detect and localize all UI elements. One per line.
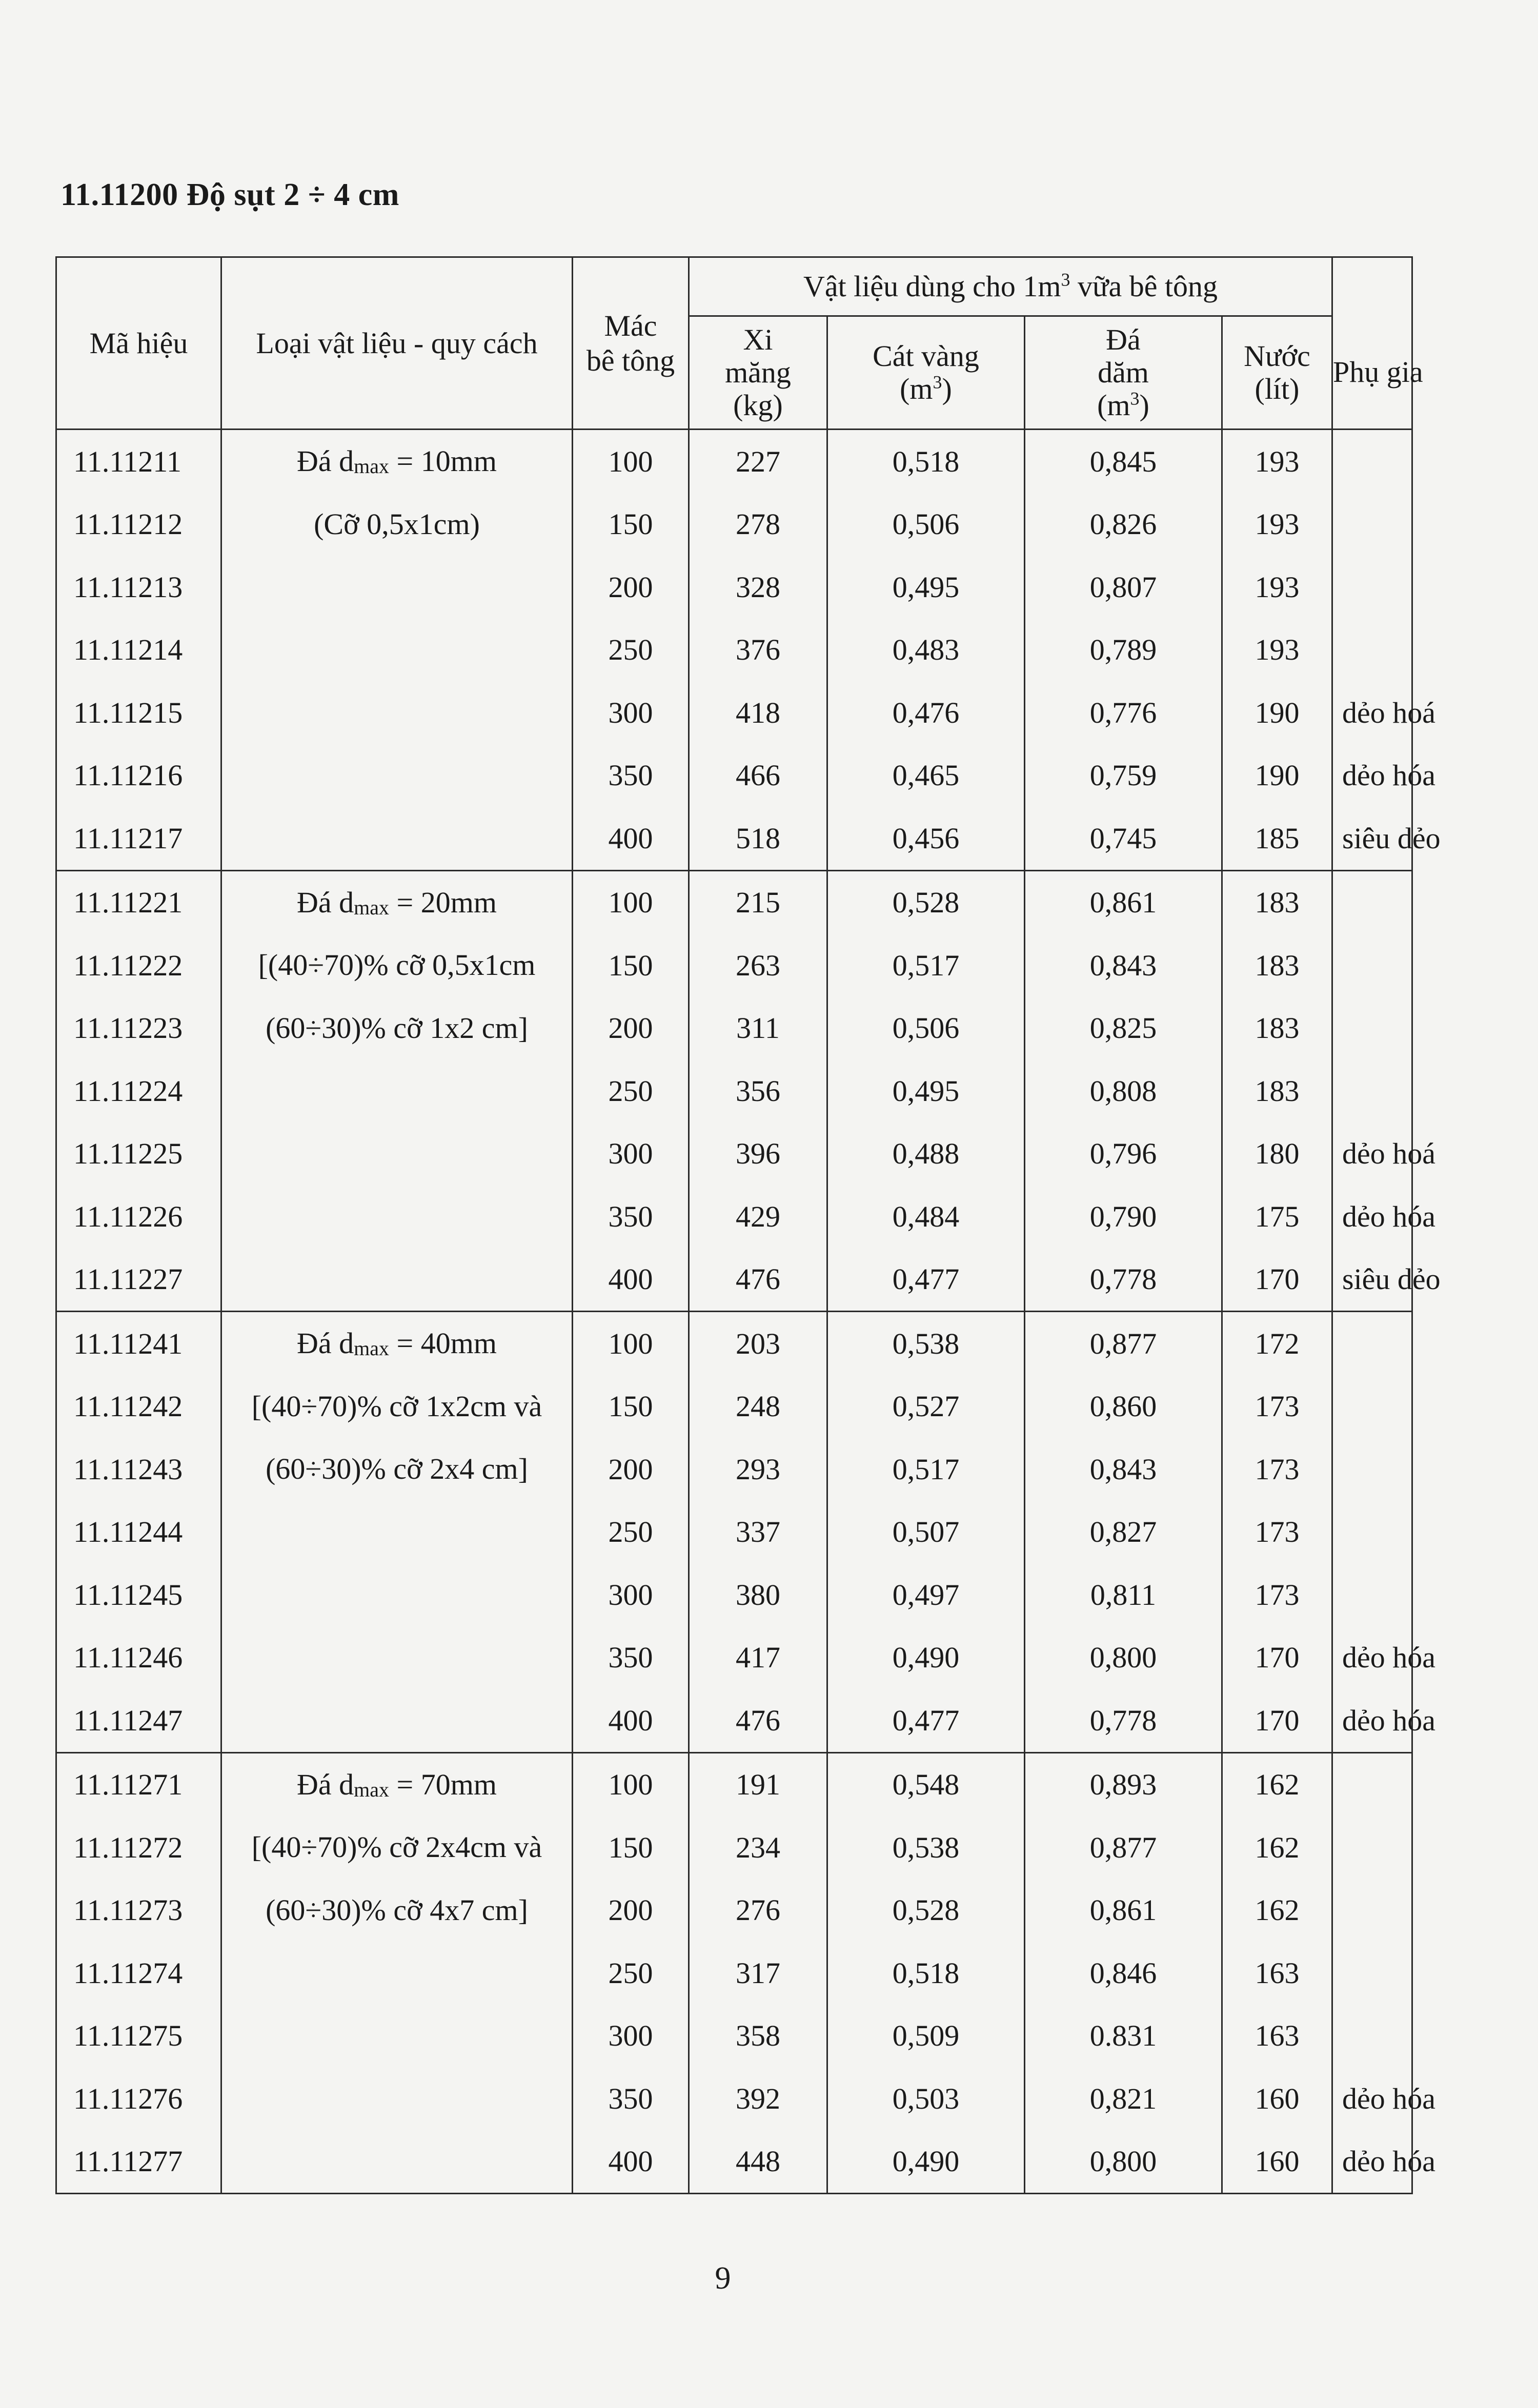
cell-code: 11.11274 <box>56 1942 221 2005</box>
cell-cement: 417 <box>689 1626 827 1689</box>
cell-stone: 0,843 <box>1025 934 1222 997</box>
cell-stone: 0,789 <box>1025 619 1222 682</box>
cell-code: 11.11272 <box>56 1816 221 1879</box>
cell-material-desc <box>221 1312 573 1753</box>
cell-stone: 0,825 <box>1025 997 1222 1060</box>
cell-admix: dẻo hoá <box>1332 1123 1412 1186</box>
cell-grade: 250 <box>573 1059 689 1123</box>
cell-code: 11.11246 <box>56 1626 221 1689</box>
group-sup: 3 <box>1061 269 1070 290</box>
table-row <box>56 1312 1412 1375</box>
cell-admix <box>1332 1312 1412 1375</box>
cell-cement: 311 <box>689 997 827 1060</box>
header-water-l1: Nước <box>1244 339 1310 373</box>
cell-grade: 150 <box>573 493 689 556</box>
cell-admix: dẻo hóa <box>1332 1626 1412 1689</box>
cell-water: 193 <box>1222 619 1332 682</box>
cell-code: 11.11277 <box>56 2130 221 2194</box>
cell-stone: 0,778 <box>1025 1248 1222 1312</box>
cell-cement: 215 <box>689 870 827 934</box>
header-water-l2: (lít) <box>1254 372 1300 405</box>
cell-grade: 150 <box>573 1816 689 1879</box>
cell-code: 11.11223 <box>56 997 221 1060</box>
cell-grade: 250 <box>573 1501 689 1564</box>
cell-code: 11.11227 <box>56 1248 221 1312</box>
table-row <box>56 1752 1412 1816</box>
desc-main: Đá d <box>297 885 354 919</box>
cell-cement: 278 <box>689 493 827 556</box>
cell-code: 11.11215 <box>56 681 221 744</box>
table-row <box>56 870 1412 934</box>
cell-grade: 200 <box>573 556 689 619</box>
cell-sand: 0,518 <box>827 430 1025 493</box>
cell-stone: 0,800 <box>1025 1626 1222 1689</box>
cell-code: 11.11247 <box>56 1689 221 1752</box>
cell-sand: 0,538 <box>827 1312 1025 1375</box>
cell-code: 11.11273 <box>56 1879 221 1942</box>
header-sand-l1: Cát vàng <box>873 339 979 373</box>
group-text: Vật liệu dùng cho 1m <box>803 270 1061 303</box>
stone-unit-close: ) <box>1139 389 1149 422</box>
cell-admix <box>1332 2005 1412 2068</box>
cell-grade: 250 <box>573 1942 689 2005</box>
cell-sand: 0,517 <box>827 934 1025 997</box>
cell-code: 11.11276 <box>56 2067 221 2130</box>
stone-sup: 3 <box>1130 388 1140 409</box>
cell-water: 193 <box>1222 430 1332 493</box>
header-water <box>1222 316 1332 430</box>
header-sand-l2 <box>828 373 1024 405</box>
cell-sand: 0,506 <box>827 493 1025 556</box>
header-stone <box>1025 316 1222 430</box>
cell-admix <box>1332 997 1412 1060</box>
cell-water: 173 <box>1222 1375 1332 1438</box>
cell-grade: 100 <box>573 430 689 493</box>
cell-cement: 356 <box>689 1059 827 1123</box>
cell-cement: 203 <box>689 1312 827 1375</box>
cell-sand: 0,490 <box>827 1626 1025 1689</box>
cell-admix: dẻo hóa <box>1332 1689 1412 1752</box>
desc-sub: max <box>354 455 390 478</box>
cell-sand: 0,528 <box>827 870 1025 934</box>
cell-sand: 0,527 <box>827 1375 1025 1438</box>
cell-cement: 263 <box>689 934 827 997</box>
cell-cement: 476 <box>689 1689 827 1752</box>
desc-rest: = 10mm <box>389 444 497 478</box>
cell-code: 11.11221 <box>56 870 221 934</box>
cell-water: 170 <box>1222 1689 1332 1752</box>
cell-admix <box>1332 1942 1412 2005</box>
header-cement-l2: măng <box>725 356 791 389</box>
desc-main: Đá d <box>297 1767 354 1801</box>
cell-admix <box>1332 619 1412 682</box>
cell-code: 11.11211 <box>56 430 221 493</box>
header-cement-l1: Xi <box>743 323 773 356</box>
cell-code: 11.11216 <box>56 744 221 807</box>
cell-cement: 227 <box>689 430 827 493</box>
header-admix: Phụ gia <box>1332 316 1412 430</box>
cell-water: 160 <box>1222 2067 1332 2130</box>
cell-grade: 100 <box>573 1312 689 1375</box>
sand-sup: 3 <box>933 372 942 393</box>
cell-sand: 0,495 <box>827 1059 1025 1123</box>
cell-water: 173 <box>1222 1501 1332 1564</box>
cell-admix <box>1332 1375 1412 1438</box>
desc-line3: (60÷30)% cỡ 4x7 cm] <box>266 1893 528 1927</box>
cell-water: 190 <box>1222 681 1332 744</box>
cell-stone: 0,778 <box>1025 1689 1222 1752</box>
sand-unit-close: ) <box>942 372 952 405</box>
cell-admix <box>1332 556 1412 619</box>
cell-grade: 200 <box>573 1438 689 1501</box>
cell-code: 11.11271 <box>56 1752 221 1816</box>
cell-grade: 200 <box>573 1879 689 1942</box>
desc-rest: = 20mm <box>389 885 497 919</box>
cell-sand: 0,497 <box>827 1563 1025 1626</box>
cell-stone: 0,846 <box>1025 1942 1222 2005</box>
cell-sand: 0,490 <box>827 2130 1025 2194</box>
cell-grade: 350 <box>573 1626 689 1689</box>
cell-stone: 0,826 <box>1025 493 1222 556</box>
cell-admix <box>1332 1563 1412 1626</box>
cell-stone: 0,796 <box>1025 1123 1222 1186</box>
header-stone-l1: Đá <box>1106 323 1141 356</box>
cell-sand: 0,483 <box>827 619 1025 682</box>
header-materials-group <box>689 257 1332 316</box>
cell-sand: 0,548 <box>827 1752 1025 1816</box>
cell-admix <box>1332 430 1412 493</box>
cell-sand: 0,477 <box>827 1248 1025 1312</box>
cell-code: 11.11224 <box>56 1059 221 1123</box>
cell-stone: 0,843 <box>1025 1438 1222 1501</box>
cell-grade: 300 <box>573 1123 689 1186</box>
cell-water: 183 <box>1222 934 1332 997</box>
table-body <box>56 430 1441 2194</box>
cell-admix: dẻo hóa <box>1332 2067 1412 2130</box>
cell-sand: 0,503 <box>827 2067 1025 2130</box>
cell-cement: 380 <box>689 1563 827 1626</box>
cell-grade: 100 <box>573 870 689 934</box>
cell-sand: 0,517 <box>827 1438 1025 1501</box>
cell-code: 11.11243 <box>56 1438 221 1501</box>
header-material: Loại vật liệu - quy cách <box>221 257 573 430</box>
desc-line1 <box>222 1312 572 1375</box>
cell-sand: 0,484 <box>827 1185 1025 1248</box>
desc-sub: max <box>354 895 390 919</box>
cell-code: 11.11214 <box>56 619 221 682</box>
cell-sand: 0,528 <box>827 1879 1025 1942</box>
cell-stone: 0,776 <box>1025 681 1222 744</box>
cell-code: 11.11222 <box>56 934 221 997</box>
cell-sand: 0,518 <box>827 1942 1025 2005</box>
desc-sub: max <box>354 1337 390 1360</box>
cell-sand: 0,465 <box>827 744 1025 807</box>
header-cement-l3: (kg) <box>733 389 783 422</box>
cell-code: 11.11212 <box>56 493 221 556</box>
cell-admix <box>1332 1752 1412 1816</box>
desc-rest: = 40mm <box>389 1327 497 1360</box>
cell-code: 11.11275 <box>56 2005 221 2068</box>
cell-water: 162 <box>1222 1879 1332 1942</box>
page-number: 9 <box>715 2261 731 2296</box>
cell-stone: 0.831 <box>1025 2005 1222 2068</box>
cell-cement: 376 <box>689 619 827 682</box>
cell-admix <box>1332 934 1412 997</box>
cell-admix: dẻo hóa <box>1332 744 1412 807</box>
cell-water: 183 <box>1222 870 1332 934</box>
cell-cement: 448 <box>689 2130 827 2194</box>
cell-grade: 150 <box>573 934 689 997</box>
header-grade-line2: bê tông <box>586 343 675 377</box>
cell-water: 170 <box>1222 1248 1332 1312</box>
cell-grade: 200 <box>573 997 689 1060</box>
cell-admix <box>1332 1059 1412 1123</box>
cell-stone: 0,861 <box>1025 1879 1222 1942</box>
cell-water: 162 <box>1222 1816 1332 1879</box>
cell-cement: 466 <box>689 744 827 807</box>
cell-stone: 0,821 <box>1025 2067 1222 2130</box>
desc-line1 <box>222 1753 572 1817</box>
cell-water: 163 <box>1222 1942 1332 2005</box>
desc-line2: [(40÷70)% cỡ 0,5x1cm <box>258 948 536 982</box>
cell-admix <box>1332 1816 1412 1879</box>
cell-code: 11.11245 <box>56 1563 221 1626</box>
cell-code: 11.11213 <box>56 556 221 619</box>
desc-main: Đá d <box>297 1327 354 1360</box>
cell-admix <box>1332 1879 1412 1942</box>
header-blank <box>1332 257 1412 316</box>
cell-grade: 350 <box>573 2067 689 2130</box>
desc-line1 <box>222 871 572 934</box>
cell-cement: 337 <box>689 1501 827 1564</box>
cell-stone: 0,860 <box>1025 1375 1222 1438</box>
cell-cement: 293 <box>689 1438 827 1501</box>
header-stone-l3 <box>1025 389 1221 422</box>
cell-stone: 0,861 <box>1025 870 1222 934</box>
cell-code: 11.11244 <box>56 1501 221 1564</box>
concrete-mix-table <box>55 256 1441 2194</box>
desc-line3 <box>222 556 572 619</box>
cell-grade: 250 <box>573 619 689 682</box>
cell-grade: 100 <box>573 1752 689 1816</box>
cell-grade: 150 <box>573 1375 689 1438</box>
cell-cement: 191 <box>689 1752 827 1816</box>
cell-code: 11.11225 <box>56 1123 221 1186</box>
cell-stone: 0,807 <box>1025 556 1222 619</box>
cell-cement: 276 <box>689 1879 827 1942</box>
cell-grade: 400 <box>573 1689 689 1752</box>
cell-admix: dẻo hoá <box>1332 681 1412 744</box>
header-stone-l2: dăm <box>1098 356 1149 389</box>
cell-water: 183 <box>1222 997 1332 1060</box>
cell-stone: 0,790 <box>1025 1185 1222 1248</box>
cell-cement: 248 <box>689 1375 827 1438</box>
cell-water: 190 <box>1222 744 1332 807</box>
cell-sand: 0,488 <box>827 1123 1025 1186</box>
cell-sand: 0,538 <box>827 1816 1025 1879</box>
cell-water: 175 <box>1222 1185 1332 1248</box>
cell-grade: 400 <box>573 1248 689 1312</box>
cell-code: 11.11217 <box>56 807 221 870</box>
cell-code: 11.11241 <box>56 1312 221 1375</box>
header-code: Mã hiệu <box>56 257 221 430</box>
cell-grade: 350 <box>573 1185 689 1248</box>
cell-grade: 300 <box>573 1563 689 1626</box>
cell-cement: 476 <box>689 1248 827 1312</box>
cell-material-desc <box>221 1752 573 2194</box>
cell-grade: 400 <box>573 807 689 870</box>
cell-water: 173 <box>1222 1563 1332 1626</box>
cell-admix <box>1332 870 1412 934</box>
cell-cement: 518 <box>689 807 827 870</box>
cell-sand: 0,495 <box>827 556 1025 619</box>
desc-line3: (60÷30)% cỡ 1x2 cm] <box>266 1011 528 1045</box>
desc-line2: (Cỡ 0,5x1cm) <box>314 507 480 541</box>
cell-grade: 300 <box>573 681 689 744</box>
cell-code: 11.11226 <box>56 1185 221 1248</box>
cell-admix: siêu dẻo <box>1332 807 1412 870</box>
cell-material-desc <box>221 870 573 1312</box>
cell-water: 180 <box>1222 1123 1332 1186</box>
cell-admix <box>1332 1501 1412 1564</box>
cell-grade: 350 <box>573 744 689 807</box>
desc-main: Đá d <box>297 444 354 478</box>
cell-cement: 429 <box>689 1185 827 1248</box>
cell-water: 163 <box>1222 2005 1332 2068</box>
cell-water: 193 <box>1222 493 1332 556</box>
cell-admix <box>1332 493 1412 556</box>
cell-stone: 0,827 <box>1025 1501 1222 1564</box>
cell-sand: 0,456 <box>827 807 1025 870</box>
cell-cement: 358 <box>689 2005 827 2068</box>
group-text-post: vữa bê tông <box>1070 270 1218 303</box>
cell-stone: 0,808 <box>1025 1059 1222 1123</box>
cell-cement: 396 <box>689 1123 827 1186</box>
cell-stone: 0,759 <box>1025 744 1222 807</box>
stone-unit: (m <box>1097 389 1130 422</box>
cell-cement: 234 <box>689 1816 827 1879</box>
cell-water: 170 <box>1222 1626 1332 1689</box>
cell-grade: 400 <box>573 2130 689 2194</box>
section-title: 11.11200 Độ sụt 2 ÷ 4 cm <box>60 177 399 212</box>
cell-sand: 0,509 <box>827 2005 1025 2068</box>
cell-water: 173 <box>1222 1438 1332 1501</box>
desc-rest: = 70mm <box>389 1767 497 1801</box>
desc-line2: [(40÷70)% cỡ 2x4cm và <box>251 1830 542 1864</box>
desc-line1 <box>222 430 572 493</box>
desc-line2: [(40÷70)% cỡ 1x2cm và <box>251 1389 542 1423</box>
cell-admix: siêu dẻo <box>1332 1248 1412 1312</box>
cell-water: 185 <box>1222 807 1332 870</box>
cell-water: 162 <box>1222 1752 1332 1816</box>
cell-admix <box>1332 1438 1412 1501</box>
cell-water: 172 <box>1222 1312 1332 1375</box>
desc-sub: max <box>354 1778 390 1801</box>
header-grade-line1: Mác <box>604 309 657 342</box>
header-sand <box>827 316 1025 430</box>
cell-cement: 418 <box>689 681 827 744</box>
cell-grade: 300 <box>573 2005 689 2068</box>
header-cement <box>689 316 827 430</box>
cell-stone: 0,877 <box>1025 1816 1222 1879</box>
cell-water: 160 <box>1222 2130 1332 2194</box>
sand-unit: (m <box>900 372 933 405</box>
cell-cement: 317 <box>689 1942 827 2005</box>
cell-sand: 0,506 <box>827 997 1025 1060</box>
cell-cement: 328 <box>689 556 827 619</box>
cell-stone: 0,811 <box>1025 1563 1222 1626</box>
cell-sand: 0,476 <box>827 681 1025 744</box>
cell-stone: 0,893 <box>1025 1752 1222 1816</box>
cell-admix: dẻo hóa <box>1332 2130 1412 2194</box>
cell-admix: dẻo hóa <box>1332 1185 1412 1248</box>
cell-cement: 392 <box>689 2067 827 2130</box>
cell-stone: 0,845 <box>1025 430 1222 493</box>
cell-water: 193 <box>1222 556 1332 619</box>
cell-sand: 0,477 <box>827 1689 1025 1752</box>
header-grade <box>573 257 689 430</box>
cell-stone: 0,745 <box>1025 807 1222 870</box>
cell-code: 11.11242 <box>56 1375 221 1438</box>
cell-water: 183 <box>1222 1059 1332 1123</box>
cell-stone: 0,877 <box>1025 1312 1222 1375</box>
desc-line3: (60÷30)% cỡ 2x4 cm] <box>266 1452 528 1485</box>
cell-sand: 0,507 <box>827 1501 1025 1564</box>
table-row <box>56 430 1412 493</box>
cell-stone: 0,800 <box>1025 2130 1222 2194</box>
cell-material-desc <box>221 430 573 871</box>
